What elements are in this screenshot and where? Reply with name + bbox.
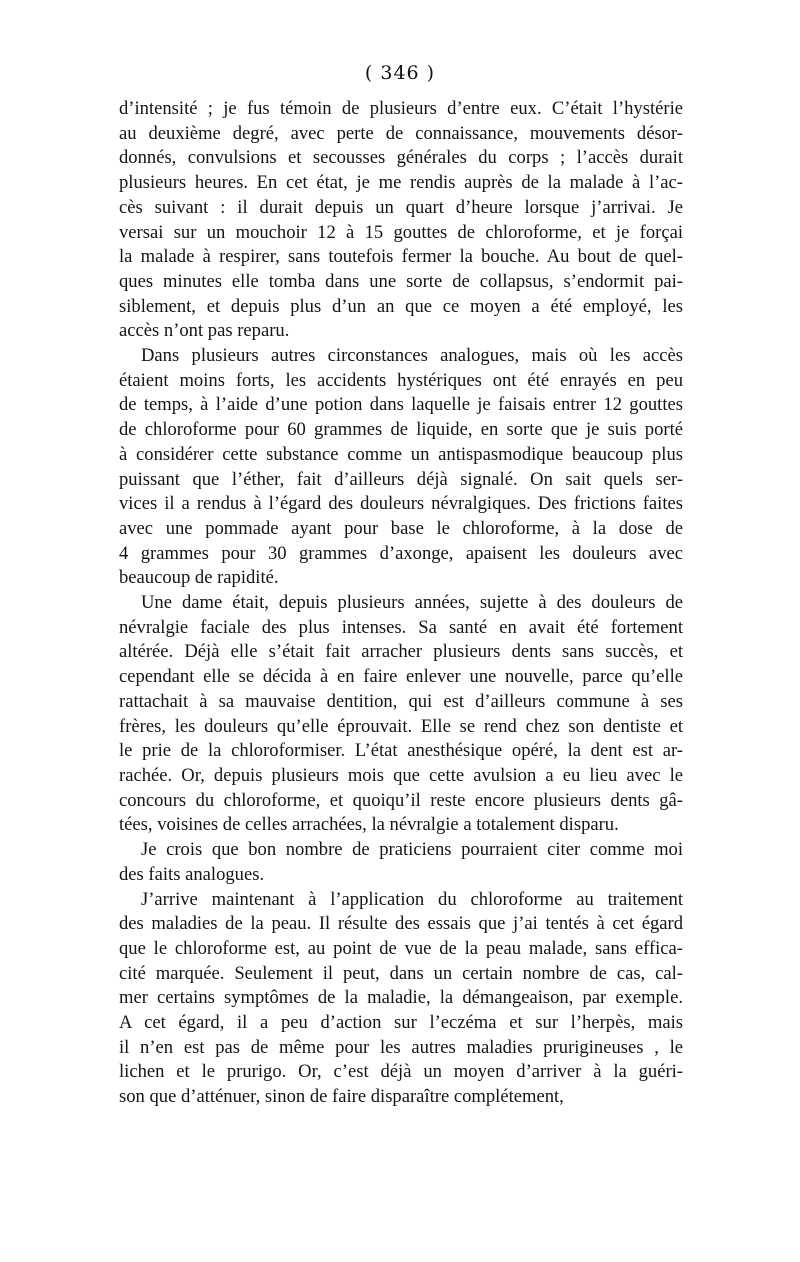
- paragraph: [119, 591, 683, 838]
- text-line: la malade à respirer, sans toutefois fermer la bouche. Au bout de quel-: [119, 246, 683, 268]
- text-line: donnés, convulsions et secousses générales du corps ; l’accès durait: [119, 147, 683, 169]
- text-line: Je crois que bon nombre de praticiens pourraient citer comme moi: [141, 839, 683, 861]
- text-line: de chloroforme pour 60 grammes de liquide, en sorte que je suis porté: [119, 419, 683, 441]
- text-line: d’intensité ; je fus témoin de plusieurs d’entre eux. C’était l’hystérie: [119, 98, 683, 119]
- text-line: altérée. Déjà elle s’était fait arracher plusieurs dents sans succès, et: [119, 641, 683, 663]
- text-line: son que d’atténuer, sinon de faire disparaître complétement,: [119, 1086, 564, 1108]
- text-line: des faits analogues.: [119, 863, 265, 885]
- text-line: ques minutes elle tomba dans une sorte de collapsus, s’endormit pai-: [119, 270, 683, 292]
- text-line: A cet égard, il a peu d’action sur l’eczéma et sur l’herpès, mais: [119, 1012, 683, 1034]
- text-line: puissant que l’éther, fait d’ailleurs déjà signalé. On sait quels ser-: [119, 468, 683, 490]
- text-line: concours du chloroforme, et quoiqu’il reste encore plusieurs dents gâ-: [119, 789, 683, 811]
- text-line: au deuxième degré, avec perte de connaissance, mouvements désor-: [119, 122, 683, 144]
- text-line: rachée. Or, depuis plusieurs mois que cette avulsion a eu lieu avec le: [119, 764, 683, 786]
- paragraph: [119, 344, 683, 591]
- text-line: névralgie faciale des plus intenses. Sa santé en avait été fortement: [119, 616, 683, 638]
- paragraph: [119, 97, 683, 344]
- text-line: beaucoup de rapidité.: [119, 567, 279, 589]
- text-line: cité marquée. Seulement il peut, dans un certain nombre de cas, cal-: [119, 962, 683, 984]
- text-line: Une dame était, depuis plusieurs années, sujette à des douleurs de: [141, 592, 683, 614]
- text-line: plusieurs heures. En cet état, je me rendis auprès de la malade à l’ac-: [119, 172, 683, 194]
- text-line: il n’en est pas de même pour les autres maladies prurigineuses , le: [119, 1036, 683, 1058]
- page-number: ( 346 ): [364, 62, 436, 84]
- body-text: [119, 97, 683, 1110]
- text-line: rattachait à sa mauvaise dentition, qui est d’ailleurs commune à ses: [119, 690, 683, 712]
- text-line: vices il a rendus à l’égard des douleurs névralgiques. Des frictions faites: [119, 493, 683, 515]
- text-line: étaient moins forts, les accidents hystériques ont été enrayés en peu: [119, 369, 683, 391]
- text-line: Dans plusieurs autres circonstances analogues, mais où les accès: [141, 345, 683, 367]
- text-line: cès suivant : il durait depuis un quart d’heure lorsque j’arrivai. Je: [119, 196, 683, 218]
- text-line: versai sur un mouchoir 12 à 15 gouttes de chloroforme, et je forçai: [119, 221, 683, 243]
- paragraph: [119, 838, 683, 887]
- text-line: de temps, à l’aide d’une potion dans laquelle je faisais entrer 12 gouttes: [119, 394, 683, 416]
- text-line: J’arrive maintenant à l’application du chloroforme au traitement: [141, 888, 683, 910]
- text-line: accès n’ont pas reparu.: [119, 320, 290, 342]
- paragraph: [119, 888, 683, 1110]
- text-line: que le chloroforme est, au point de vue de la peau malade, sans effica-: [119, 937, 683, 959]
- text-line: avec une pommade ayant pour base le chloroforme, à la dose de: [119, 517, 683, 539]
- text-line: lichen et le prurigo. Or, c’est déjà un moyen d’arriver à la guéri-: [119, 1061, 683, 1083]
- text-line: 4 grammes pour 30 grammes d’axonge, apaisent les douleurs avec: [119, 542, 683, 564]
- text-line: des maladies de la peau. Il résulte des essais que j’ai tentés à cet égard: [119, 913, 683, 935]
- text-line: mer certains symptômes de la maladie, la démangeaison, par exemple.: [119, 987, 683, 1009]
- text-line: cependant elle se décida à en faire enlever une nouvelle, parce qu’elle: [119, 666, 683, 688]
- text-line: siblement, et depuis plus d’un an que ce moyen a été employé, les: [119, 295, 683, 317]
- text-line: le prie de la chloroformiser. L’état anesthésique opéré, la dent est ar-: [119, 740, 683, 762]
- text-line: à considérer cette substance comme un antispasmodique beaucoup plus: [119, 443, 683, 465]
- text-line: tées, voisines de celles arrachées, la névralgie a totalement disparu.: [119, 814, 619, 836]
- text-line: frères, les douleurs qu’elle éprouvait. Elle se rend chez son dentiste et: [119, 715, 683, 737]
